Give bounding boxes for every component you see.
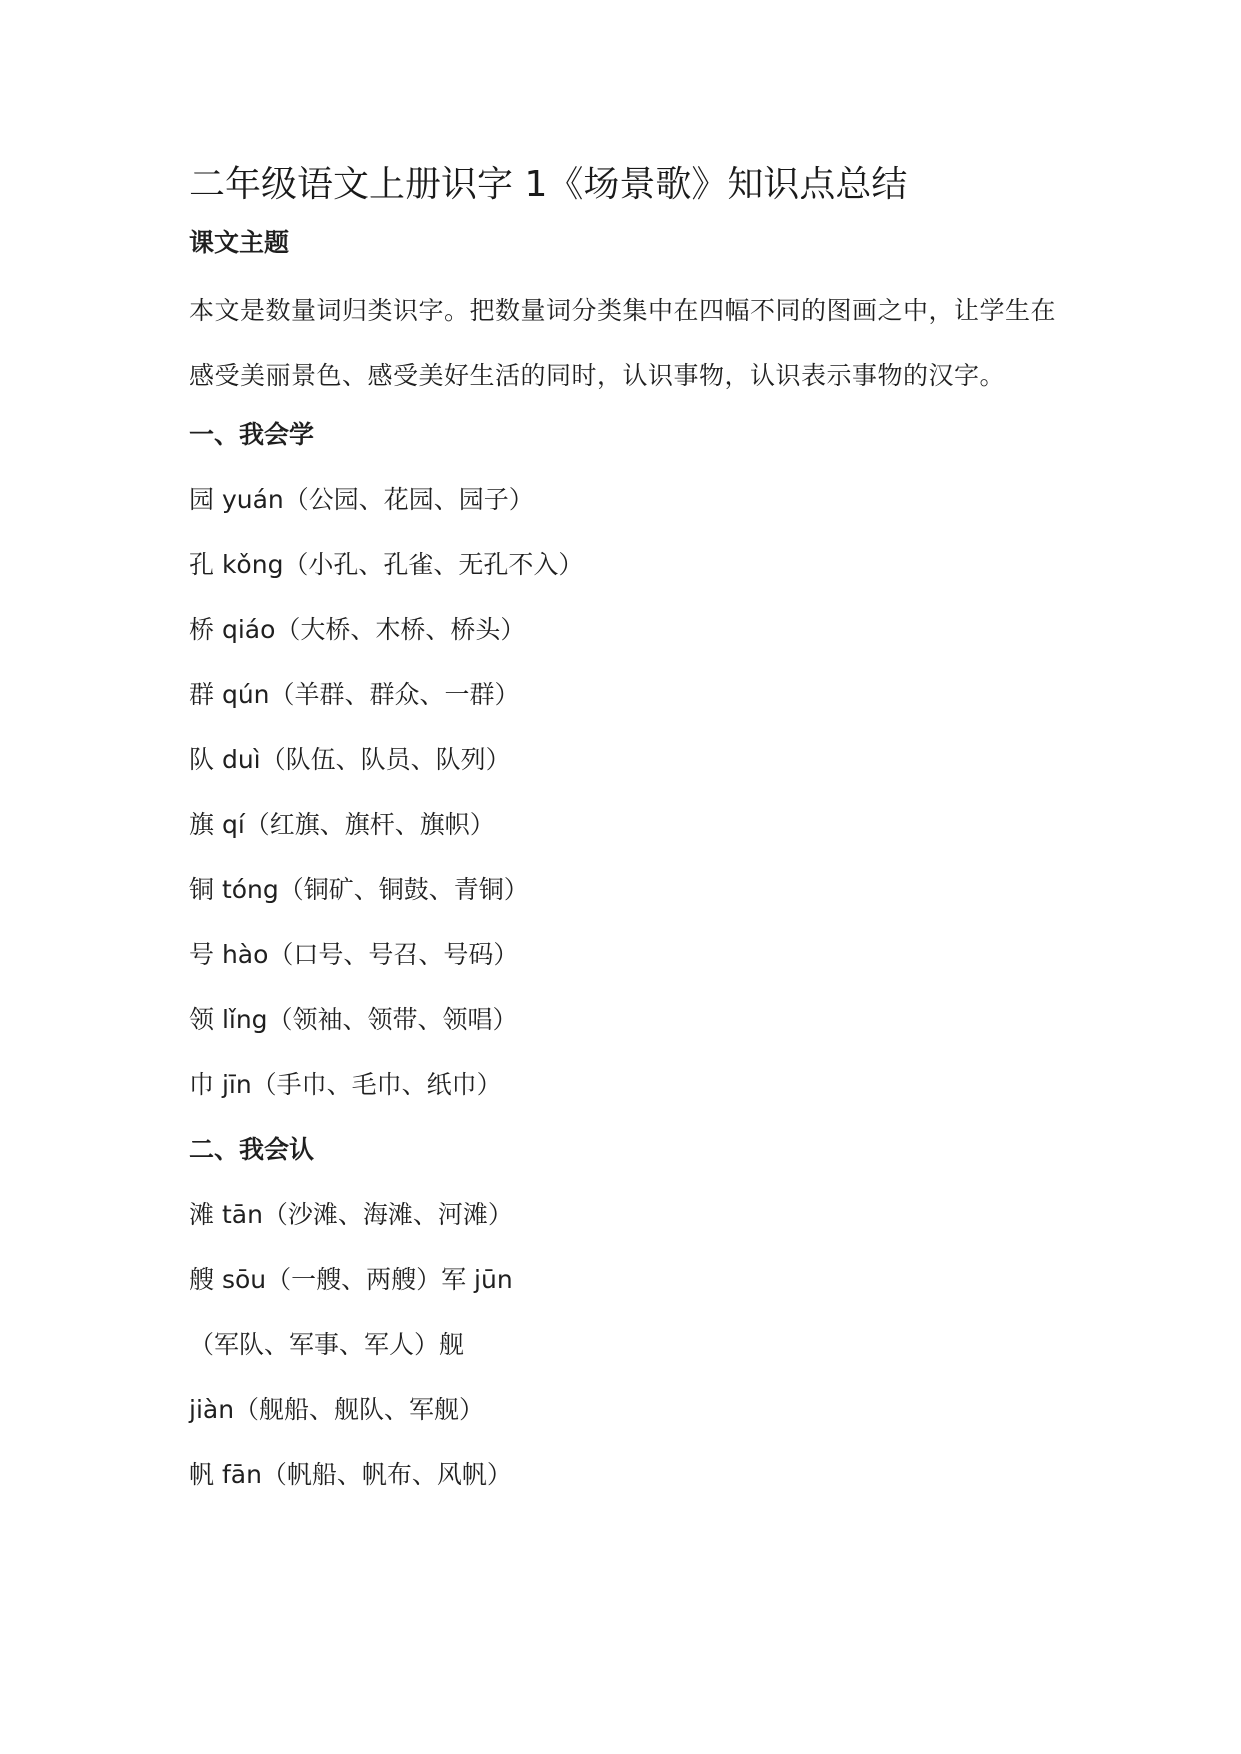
list-item: 领 lǐng（领袖、领带、领唱）	[189, 1005, 518, 1034]
list-item: 艘 sōu（一艘、两艘）军 jūn	[189, 1265, 513, 1294]
list-item: 号 hào（口号、号召、号码）	[189, 940, 519, 969]
list-item: （军队、军事、军人）舰	[189, 1330, 465, 1359]
section2-list	[189, 1192, 1069, 1497]
list-item: 园 yuán（公园、花园、园子）	[189, 485, 534, 514]
section1-list	[189, 477, 1069, 1107]
list-item: 孔 kǒng（小孔、孔雀、无孔不入）	[189, 550, 584, 579]
theme-heading: 课文主题	[189, 228, 290, 257]
list-item: jiàn（舰船、舰队、军舰）	[189, 1395, 485, 1424]
list-item: 旗 qí（红旗、旗杆、旗帜）	[189, 810, 495, 839]
list-item: 桥 qiáo（大桥、木桥、桥头）	[189, 615, 526, 644]
list-item: 队 duì（队伍、队员、队列）	[189, 745, 511, 774]
section2-heading: 二、我会认	[189, 1135, 315, 1164]
list-item: 巾 jīn（手巾、毛巾、纸巾）	[189, 1070, 502, 1099]
section1-heading: 一、我会学	[189, 420, 315, 449]
list-item: 帆 fān（帆船、帆布、风帆）	[189, 1460, 512, 1489]
list-item: 滩 tān（沙滩、海滩、河滩）	[189, 1200, 513, 1229]
list-item: 群 qún（羊群、群众、一群）	[189, 680, 520, 709]
document-page	[189, 160, 1069, 1517]
list-item: 铜 tóng（铜矿、铜鼓、青铜）	[189, 875, 529, 904]
document-title: 二年级语文上册识字 1《场景歌》知识点总结	[189, 164, 908, 205]
theme-paragraph: 本文是数量词归类识字。把数量词分类集中在四幅不同的图画之中，让学生在感受美丽景色、感受美好生活的同时，认识事物，认识表示事物的汉字。	[189, 296, 1057, 390]
